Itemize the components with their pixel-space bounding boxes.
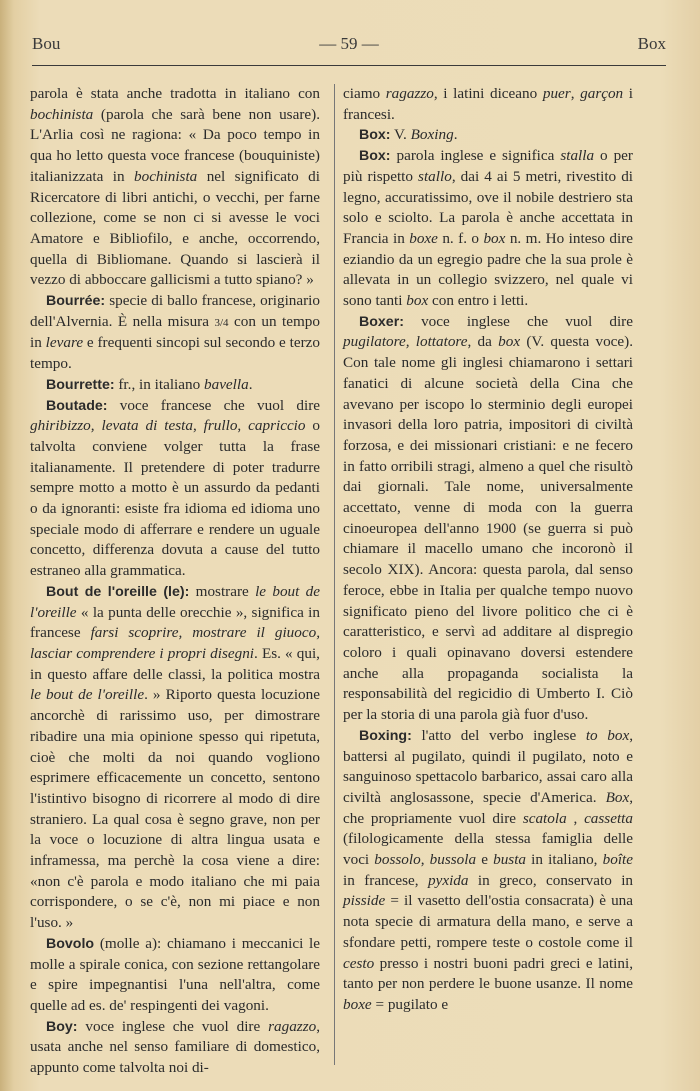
header-right-guideword: Box	[637, 34, 666, 53]
headword: Boxing:	[359, 727, 412, 744]
entry-bovolo: Bovolo (molle a): chiamano i meccanici le molle a spirale conica, con sezione rettangolare e spire impegnantisi l'una nell'altra, come quelle ad es. de' respingenti dei vagoni.	[30, 934, 320, 1014]
headword: Boxer:	[359, 313, 404, 330]
entry-boxer: Boxer: voce inglese che vuol dire pugilatore, lottatore, da box (V. questa voce). Con tale nome gli inglesi chiamarono i settari fanatici di alcune società della Cina che avevano per iscopo lo sterminio degli europei invasori della loro patria, impositori di civiltà forzosa, e dei missionari cristiani: e ne fecero in fatto orribili stragi, almeno a quel che risultò dai giornali. Tale nome, universalmente accettato, venne di moda con la guerra cinoeuropea dell'anno 1900 (se guerra si può chiamare il macello umano che incoronò il secolo XIX). Ancora: questa parola, dal senso feroce, ebbe in Italia per qualche tempo nuovo significato pieno del livore politico che ci è caratteristico, e servì ad additare al dispregio coloro i quali opinavano doversi estendere anche alla propaganda socialista la responsabilità del regicidio di Umberto I. Ciò per la storia di una parola già fuor d'uso.	[343, 312, 633, 724]
entry-box-crossref: Box: V. Boxing.	[359, 126, 458, 144]
headword: Boutade:	[46, 397, 108, 414]
entry-bourree: Bourrée: specie di ballo francese, originario dell'Alvernia. È nella misura 3/4 con un tempo in levare e frequenti sincopi sul secondo e terzo tempo.	[30, 292, 320, 373]
entry-box: Box: parola inglese e significa stalla o per più rispetto stallo, dai 4 ai 5 metri, rivestito di legno, accuratissimo, ove il nobile destriero sta solo e sciolto. La parola è anche accettata in Francia in boxe n. f. o box n. m. Ho inteso dire eziandio da un egregio padre che la sua prole è allevata in un collegio svizzero, nel quale vi sono tanti box con entro i letti.	[343, 147, 634, 310]
left-column	[30, 84, 320, 1079]
continued-paragraph: parola è stata anche tradotta in italiano con bochinista (parola che sarà bene non usare). L'Arlia così ne ragiona: « Da poco tempo in qua ho letto questa voce francese (bouquiniste) italianizzata in bochinista nel significato di Ricercatore di libri antichi, o vecchi, per farne collezione, come se non ci si avesse le voci Amatore e Bibliofilo, e anche, occorrendo, quella di Bibliomane. Quando si lascierà il vezzo di abboccare gallicismi a tutto spiano? »	[30, 85, 320, 289]
headword: Bourrette:	[46, 376, 115, 393]
headword: Bourrée:	[46, 293, 106, 310]
headword: Bovolo	[46, 935, 95, 952]
column-divider	[334, 84, 335, 1065]
right-column	[343, 84, 633, 1016]
headword: Bout de l'oreille (le):	[46, 583, 190, 600]
headword: Boy:	[46, 1018, 78, 1035]
entry-bout-de-loreille: Bout de l'oreille (le): mostrare le bout de l'oreille « la punta delle orecchie », significa in francese farsi scoprire, mostrare il giuoco, lasciar comprendere i propri disegni. Es. « qui, in questo affare delle classi, la politica mostra le bout de l'oreille. » Riporto questa locuzione ancorchè di rarissimo uso, per dimostrare ribadire una mia opinione spesso qui ripetuta, cioè che molti da noi quando vogliono esprimere efficacemente un concetto, sentono l'istintivo bisogno di ricorrere al modo di dire straniero. La qual cosa è segno grave, non per la voce o locuzione di altra lingua usata e inframessa, ma perchè la cosa viene a dire: «non c'è parola e modo italiano che mi paia corrispondere, o se c'è, non mi piace e non l'uso. »	[30, 582, 320, 932]
running-header	[32, 34, 666, 60]
header-left-guideword: Bou	[32, 34, 61, 53]
continued-paragraph: ciamo ragazzo, i latini diceano puer, garçon i francesi.	[343, 85, 634, 123]
entry-boutade: Boutade: voce francese che vuol dire ghiribizzo, levata di testa, frullo, capriccio o talvolta conviene volger tutta la frase italianamente. Il pretendere di poter tradurre sempre motto a motto è un assurdo da pedanti o da ignoranti: esiste fra idioma ed idioma uno speciale modo di afferrare e rendere un uguale concetto, differenza dovuta a cause del tutto estraneo alla grammatica.	[30, 396, 321, 580]
entry-boxing: Boxing: l'atto del verbo inglese to box, battersi al pugilato, quindi il pugilato, noto e sanguinoso spettacolo barbarico, assai caro alla civiltà anglosassone, specie d'America. Box, che propriamente vuol dire scatola , cassetta (filologicamente della stessa famiglia delle voci bossolo, bussola e busta in italiano, boîte in francese, pyxida in greco, conservato in pisside = il vasetto dell'ostia consacrata) è una nota specie di armatura della mano, e serve a sfondare petti, rompere teste o costole come il cesto presso i nostri buoni padri greci e latini, tanto per non perdere le buone usanze. Il nome boxe = pugilato e	[343, 726, 634, 1013]
entry-bourrette: Bourrette: fr., in italiano bavella.	[46, 375, 253, 393]
headword: Box:	[359, 148, 391, 165]
headword: Box:	[359, 127, 391, 144]
page-number: — 59 —	[319, 34, 379, 53]
header-rule	[32, 65, 666, 66]
entry-boy: Boy: voce inglese che vuol dire ragazzo, usata anche nel senso familiare di domestico, appunto come talvolta noi di-	[30, 1017, 320, 1077]
